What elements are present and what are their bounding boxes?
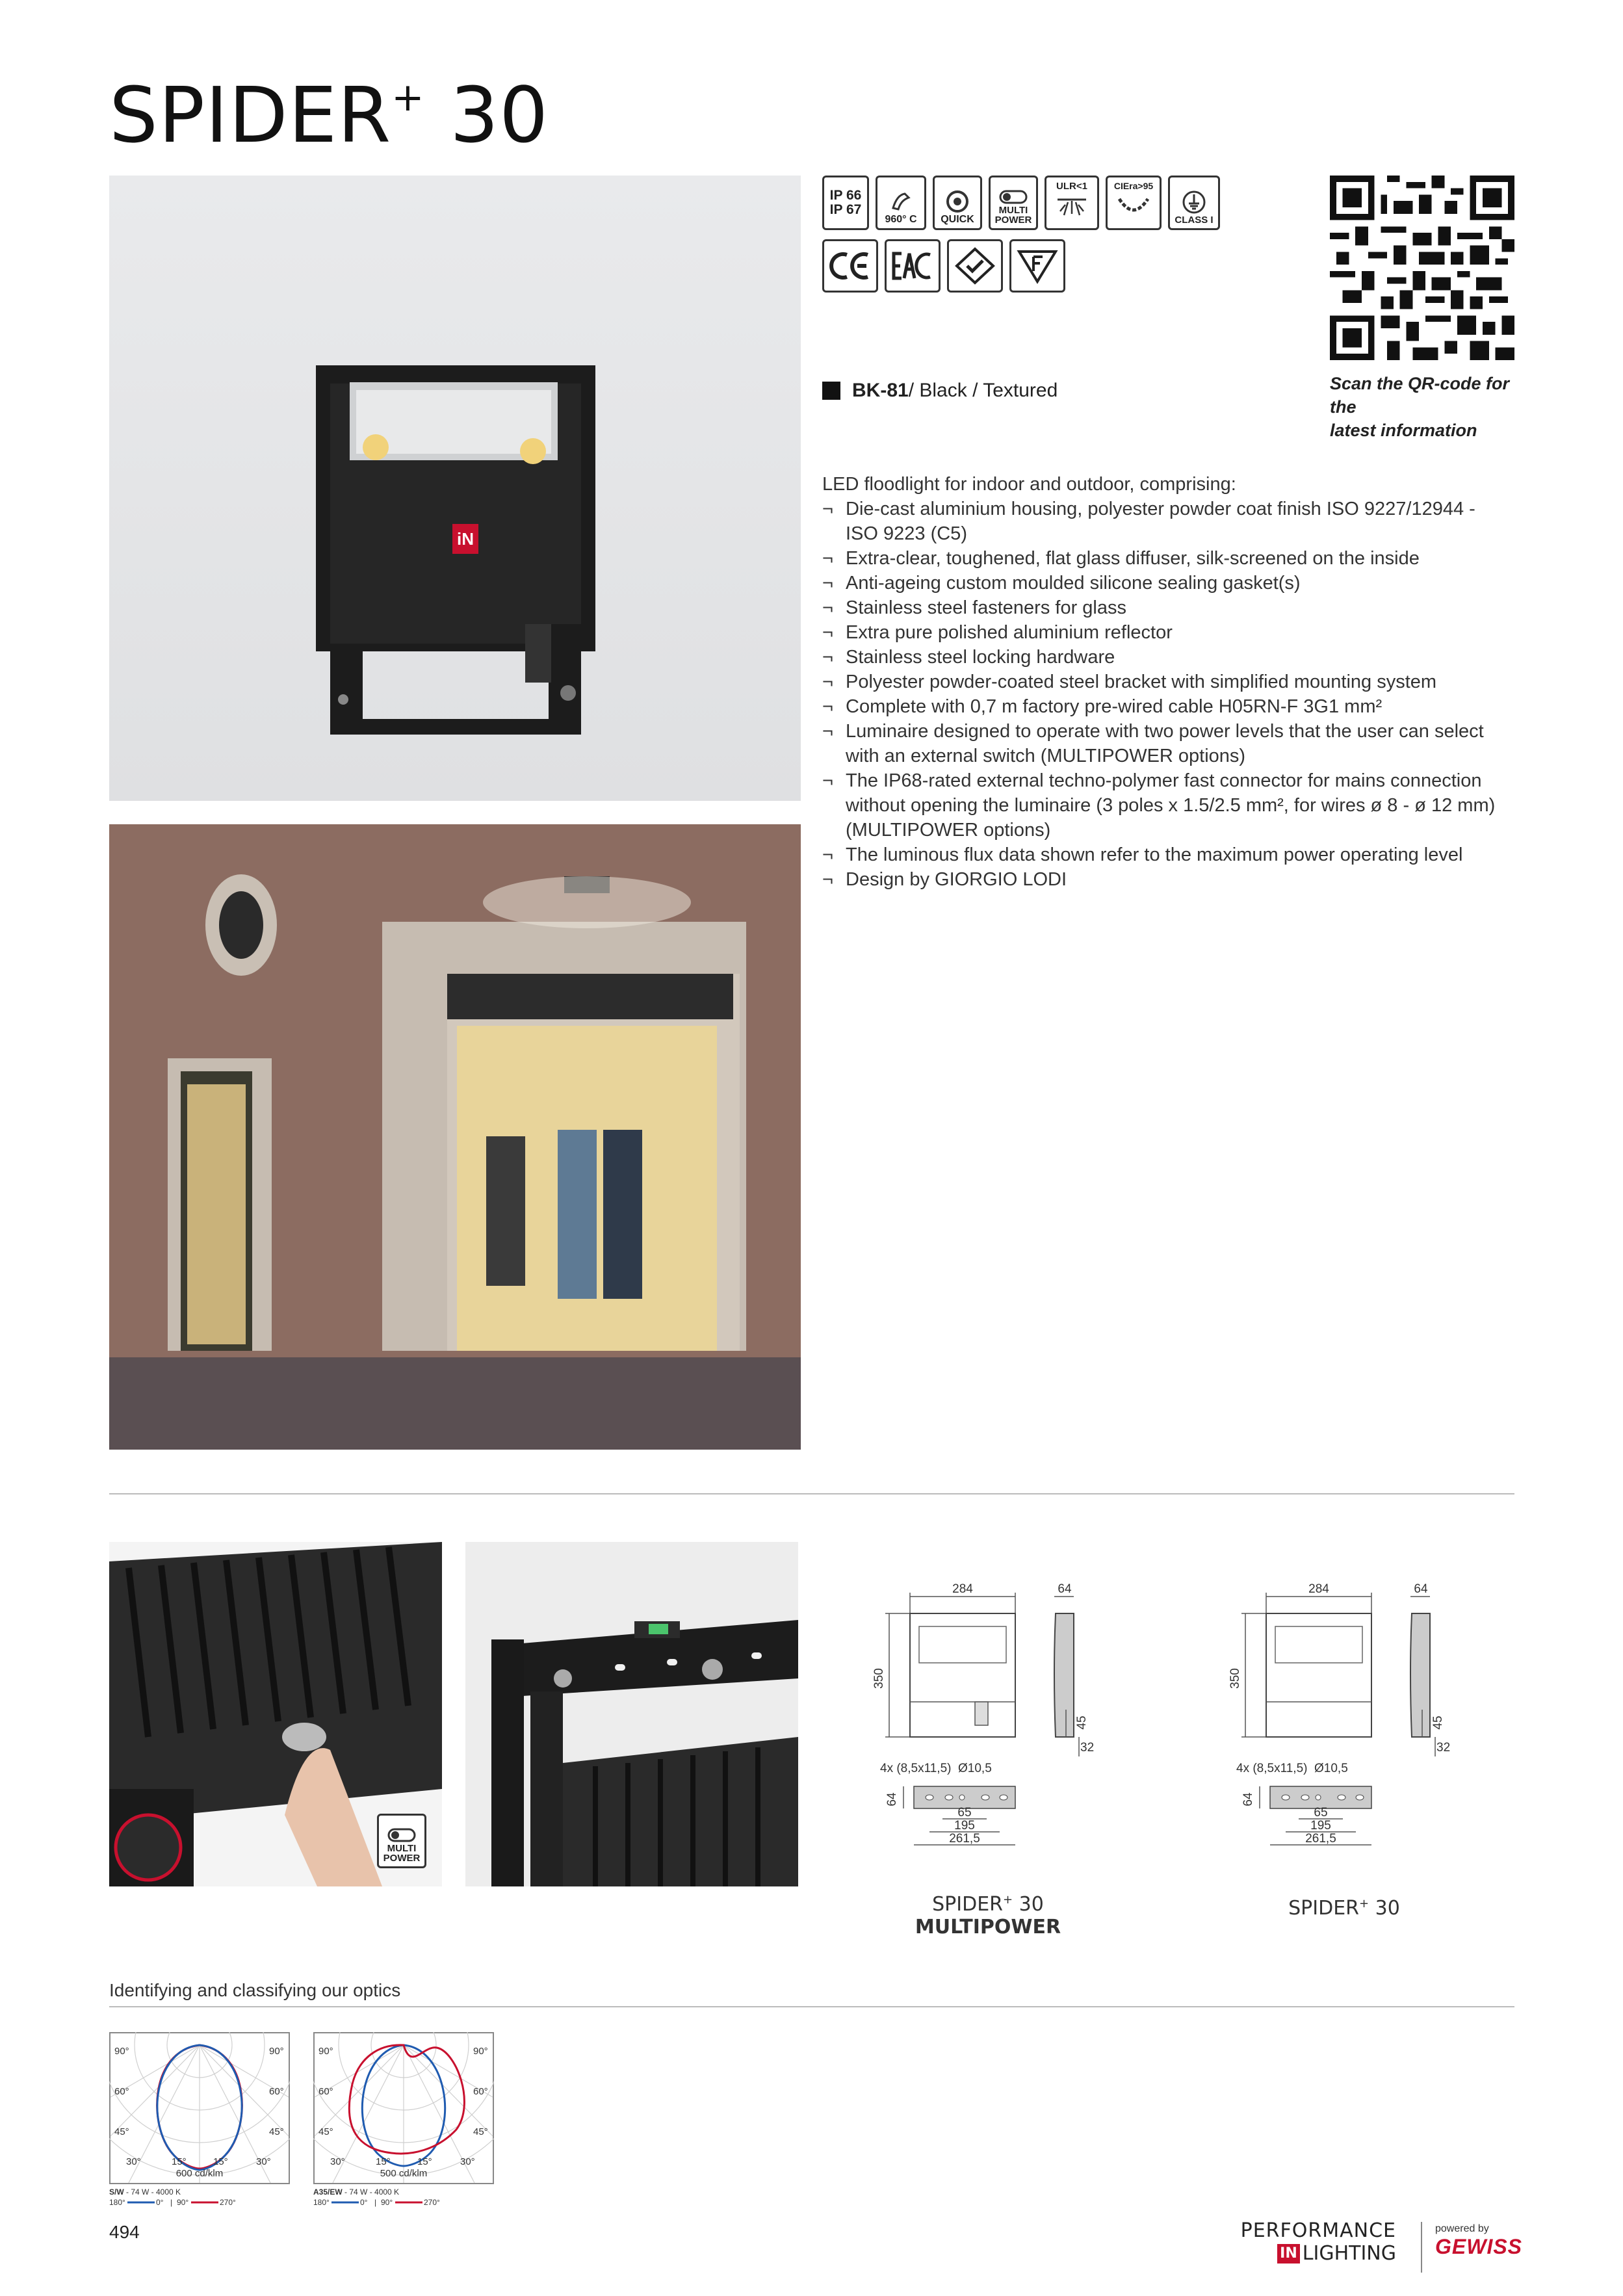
quick-icon: QUICK bbox=[933, 176, 982, 230]
cri-icon: CIEra>95 bbox=[1106, 176, 1162, 230]
svg-text:90°: 90° bbox=[473, 2046, 488, 2057]
svg-text:90°: 90° bbox=[318, 2046, 333, 2057]
svg-text:261,5: 261,5 bbox=[1305, 1832, 1336, 1846]
svg-text:45: 45 bbox=[1075, 1715, 1089, 1730]
svg-text:30°: 30° bbox=[460, 2156, 475, 2167]
svg-text:Ø10,5: Ø10,5 bbox=[1314, 1762, 1348, 1775]
footer-divider bbox=[1421, 2222, 1422, 2273]
ip-rating-icon: IP 66 IP 67 bbox=[822, 176, 869, 230]
polar-chart-a35ew bbox=[313, 2032, 494, 2208]
svg-text:64: 64 bbox=[885, 1792, 899, 1807]
multipower-badge: MULTI POWER bbox=[377, 1814, 426, 1868]
list-item: ¬ Extra-clear, toughened, flat glass diffuser, silk-screened on the inside bbox=[822, 546, 1511, 571]
svg-text:60°: 60° bbox=[114, 2086, 129, 2097]
svg-text:15°: 15° bbox=[417, 2156, 432, 2167]
svg-text:60°: 60° bbox=[269, 2086, 284, 2097]
finish-description: / Black / Textured bbox=[908, 380, 1058, 401]
svg-text:32: 32 bbox=[1080, 1741, 1095, 1755]
technical-drawing-standard bbox=[1227, 1574, 1461, 1873]
qr-caption: Scan the QR-code for the latest information bbox=[1330, 374, 1510, 440]
svg-text:64: 64 bbox=[1241, 1792, 1255, 1807]
rcm-mark-icon bbox=[947, 239, 1003, 293]
svg-text:350: 350 bbox=[1228, 1668, 1242, 1689]
page-number: 494 bbox=[109, 2222, 140, 2242]
svg-text:Ø10,5: Ø10,5 bbox=[958, 1762, 992, 1775]
svg-text:60°: 60° bbox=[318, 2086, 333, 2097]
list-item: ¬ Anti-ageing custom moulded silicone sealing gasket(s) bbox=[822, 571, 1511, 595]
ce-mark-icon bbox=[822, 239, 878, 293]
gewiss-logo: powered by GEWISS bbox=[1435, 2223, 1523, 2258]
svg-text:60°: 60° bbox=[473, 2086, 488, 2097]
svg-text:90°: 90° bbox=[381, 2198, 393, 2207]
svg-text:270°: 270° bbox=[424, 2198, 440, 2207]
svg-text:32: 32 bbox=[1436, 1741, 1451, 1755]
svg-text:|: | bbox=[170, 2198, 173, 2207]
multipower-icon: MULTI POWER bbox=[989, 176, 1038, 230]
list-item: ¬ The IP68-rated external techno-polymer fast connector for mains connection without opening the luminaire (3 poles x 1.5/2.5 mm², for wires ø 8 - ø 12 mm) (MULTIPOWER options) bbox=[822, 768, 1511, 842]
svg-text:64: 64 bbox=[1414, 1582, 1428, 1596]
svg-text:90°: 90° bbox=[114, 2046, 129, 2057]
eac-mark-icon bbox=[885, 239, 941, 293]
application-photo bbox=[109, 824, 801, 1450]
feature-list bbox=[822, 497, 1511, 892]
svg-text:261,5: 261,5 bbox=[949, 1832, 980, 1846]
detail-photo-switch bbox=[109, 1542, 442, 1886]
svg-text:65: 65 bbox=[957, 1806, 972, 1820]
svg-text:A35/EW - 74 W - 4000 K: A35/EW - 74 W - 4000 K bbox=[313, 2187, 400, 2197]
svg-text:30°: 30° bbox=[330, 2156, 345, 2167]
svg-text:4x (8,5x11,5): 4x (8,5x11,5) bbox=[880, 1762, 952, 1775]
list-item: ¬ Design by GIORGIO LODI bbox=[822, 867, 1511, 892]
optics-divider bbox=[109, 2006, 1514, 2007]
finish-swatch bbox=[822, 382, 840, 400]
technical-drawing-multipower bbox=[871, 1574, 1105, 1873]
svg-text:iN: iN bbox=[457, 529, 474, 549]
f-mark-icon bbox=[1009, 239, 1065, 293]
product-photo bbox=[109, 176, 801, 801]
class-i-icon: CLASS I bbox=[1168, 176, 1220, 230]
optics-heading: Identifying and classifying our optics bbox=[109, 1980, 401, 2000]
page-title: SPIDER+ 30 bbox=[109, 70, 549, 160]
certifications-row-1 bbox=[822, 176, 1220, 230]
brand-logo: PERFORMANCE IN LIGHTING bbox=[1240, 2219, 1396, 2265]
svg-text:65: 65 bbox=[1314, 1806, 1328, 1820]
svg-text:30°: 30° bbox=[256, 2156, 271, 2167]
svg-text:45°: 45° bbox=[318, 2126, 333, 2137]
svg-text:4x (8,5x11,5): 4x (8,5x11,5) bbox=[1236, 1762, 1308, 1775]
drawing-label-standard: SPIDER+ 30 bbox=[1288, 1897, 1400, 1920]
svg-text:350: 350 bbox=[872, 1668, 886, 1689]
list-item: ¬ Polyester powder-coated steel bracket with simplified mounting system bbox=[822, 670, 1511, 694]
list-item: ¬ Die-cast aluminium housing, polyester powder coat finish ISO 9227/12944 - ISO 9223 (C5) bbox=[822, 497, 1511, 546]
svg-text:180°: 180° bbox=[109, 2198, 125, 2207]
svg-text:195: 195 bbox=[954, 1819, 975, 1833]
glow-wire-icon: 960° C bbox=[876, 176, 926, 230]
svg-text:30°: 30° bbox=[126, 2156, 141, 2167]
svg-text:45°: 45° bbox=[114, 2126, 129, 2137]
qr-code[interactable] bbox=[1330, 176, 1514, 360]
svg-text:S/W - 74 W - 4000 K: S/W - 74 W - 4000 K bbox=[109, 2187, 181, 2197]
svg-text:|: | bbox=[374, 2198, 377, 2207]
svg-text:0°: 0° bbox=[360, 2198, 368, 2207]
svg-text:284: 284 bbox=[1308, 1582, 1329, 1596]
ulr-icon: ULR<1 bbox=[1045, 176, 1099, 230]
svg-text:45: 45 bbox=[1431, 1715, 1445, 1730]
list-item: ¬ The luminous flux data shown refer to the maximum power operating level bbox=[822, 842, 1511, 867]
list-item: ¬ Complete with 0,7 m factory pre-wired cable H05RN-F 3G1 mm² bbox=[822, 694, 1511, 719]
certifications-row-2 bbox=[822, 239, 1065, 293]
description-intro: LED floodlight for indoor and outdoor, comprising: bbox=[822, 474, 1236, 495]
section-divider bbox=[109, 1493, 1514, 1494]
svg-text:45°: 45° bbox=[269, 2126, 284, 2137]
svg-text:0°: 0° bbox=[156, 2198, 164, 2207]
svg-text:600 cd/klm: 600 cd/klm bbox=[175, 2168, 224, 2179]
list-item: ¬ Stainless steel locking hardware bbox=[822, 645, 1511, 670]
svg-text:500 cd/klm: 500 cd/klm bbox=[380, 2168, 428, 2179]
polar-chart-sw bbox=[109, 2032, 290, 2208]
list-item: ¬ Luminaire designed to operate with two power levels that the user can select with an external switch (MULTIPOWER options) bbox=[822, 719, 1511, 768]
svg-text:90°: 90° bbox=[269, 2046, 284, 2057]
svg-text:45°: 45° bbox=[473, 2126, 488, 2137]
detail-photo-bracket bbox=[465, 1542, 798, 1886]
svg-text:15°: 15° bbox=[213, 2156, 228, 2167]
svg-text:270°: 270° bbox=[220, 2198, 236, 2207]
svg-text:64: 64 bbox=[1058, 1582, 1072, 1596]
svg-text:15°: 15° bbox=[376, 2156, 391, 2167]
list-item: ¬ Extra pure polished aluminium reflector bbox=[822, 620, 1511, 645]
finish-code: BK-81 bbox=[852, 380, 909, 401]
svg-text:284: 284 bbox=[952, 1582, 973, 1596]
svg-text:180°: 180° bbox=[313, 2198, 330, 2207]
svg-text:195: 195 bbox=[1310, 1819, 1331, 1833]
list-item: ¬ Stainless steel fasteners for glass bbox=[822, 595, 1511, 620]
finish-option bbox=[822, 380, 1058, 402]
product-description bbox=[822, 472, 1511, 892]
svg-text:90°: 90° bbox=[177, 2198, 189, 2207]
svg-text:15°: 15° bbox=[172, 2156, 187, 2167]
drawing-label-multipower: SPIDER+ 30 MULTIPOWER bbox=[915, 1893, 1061, 1938]
